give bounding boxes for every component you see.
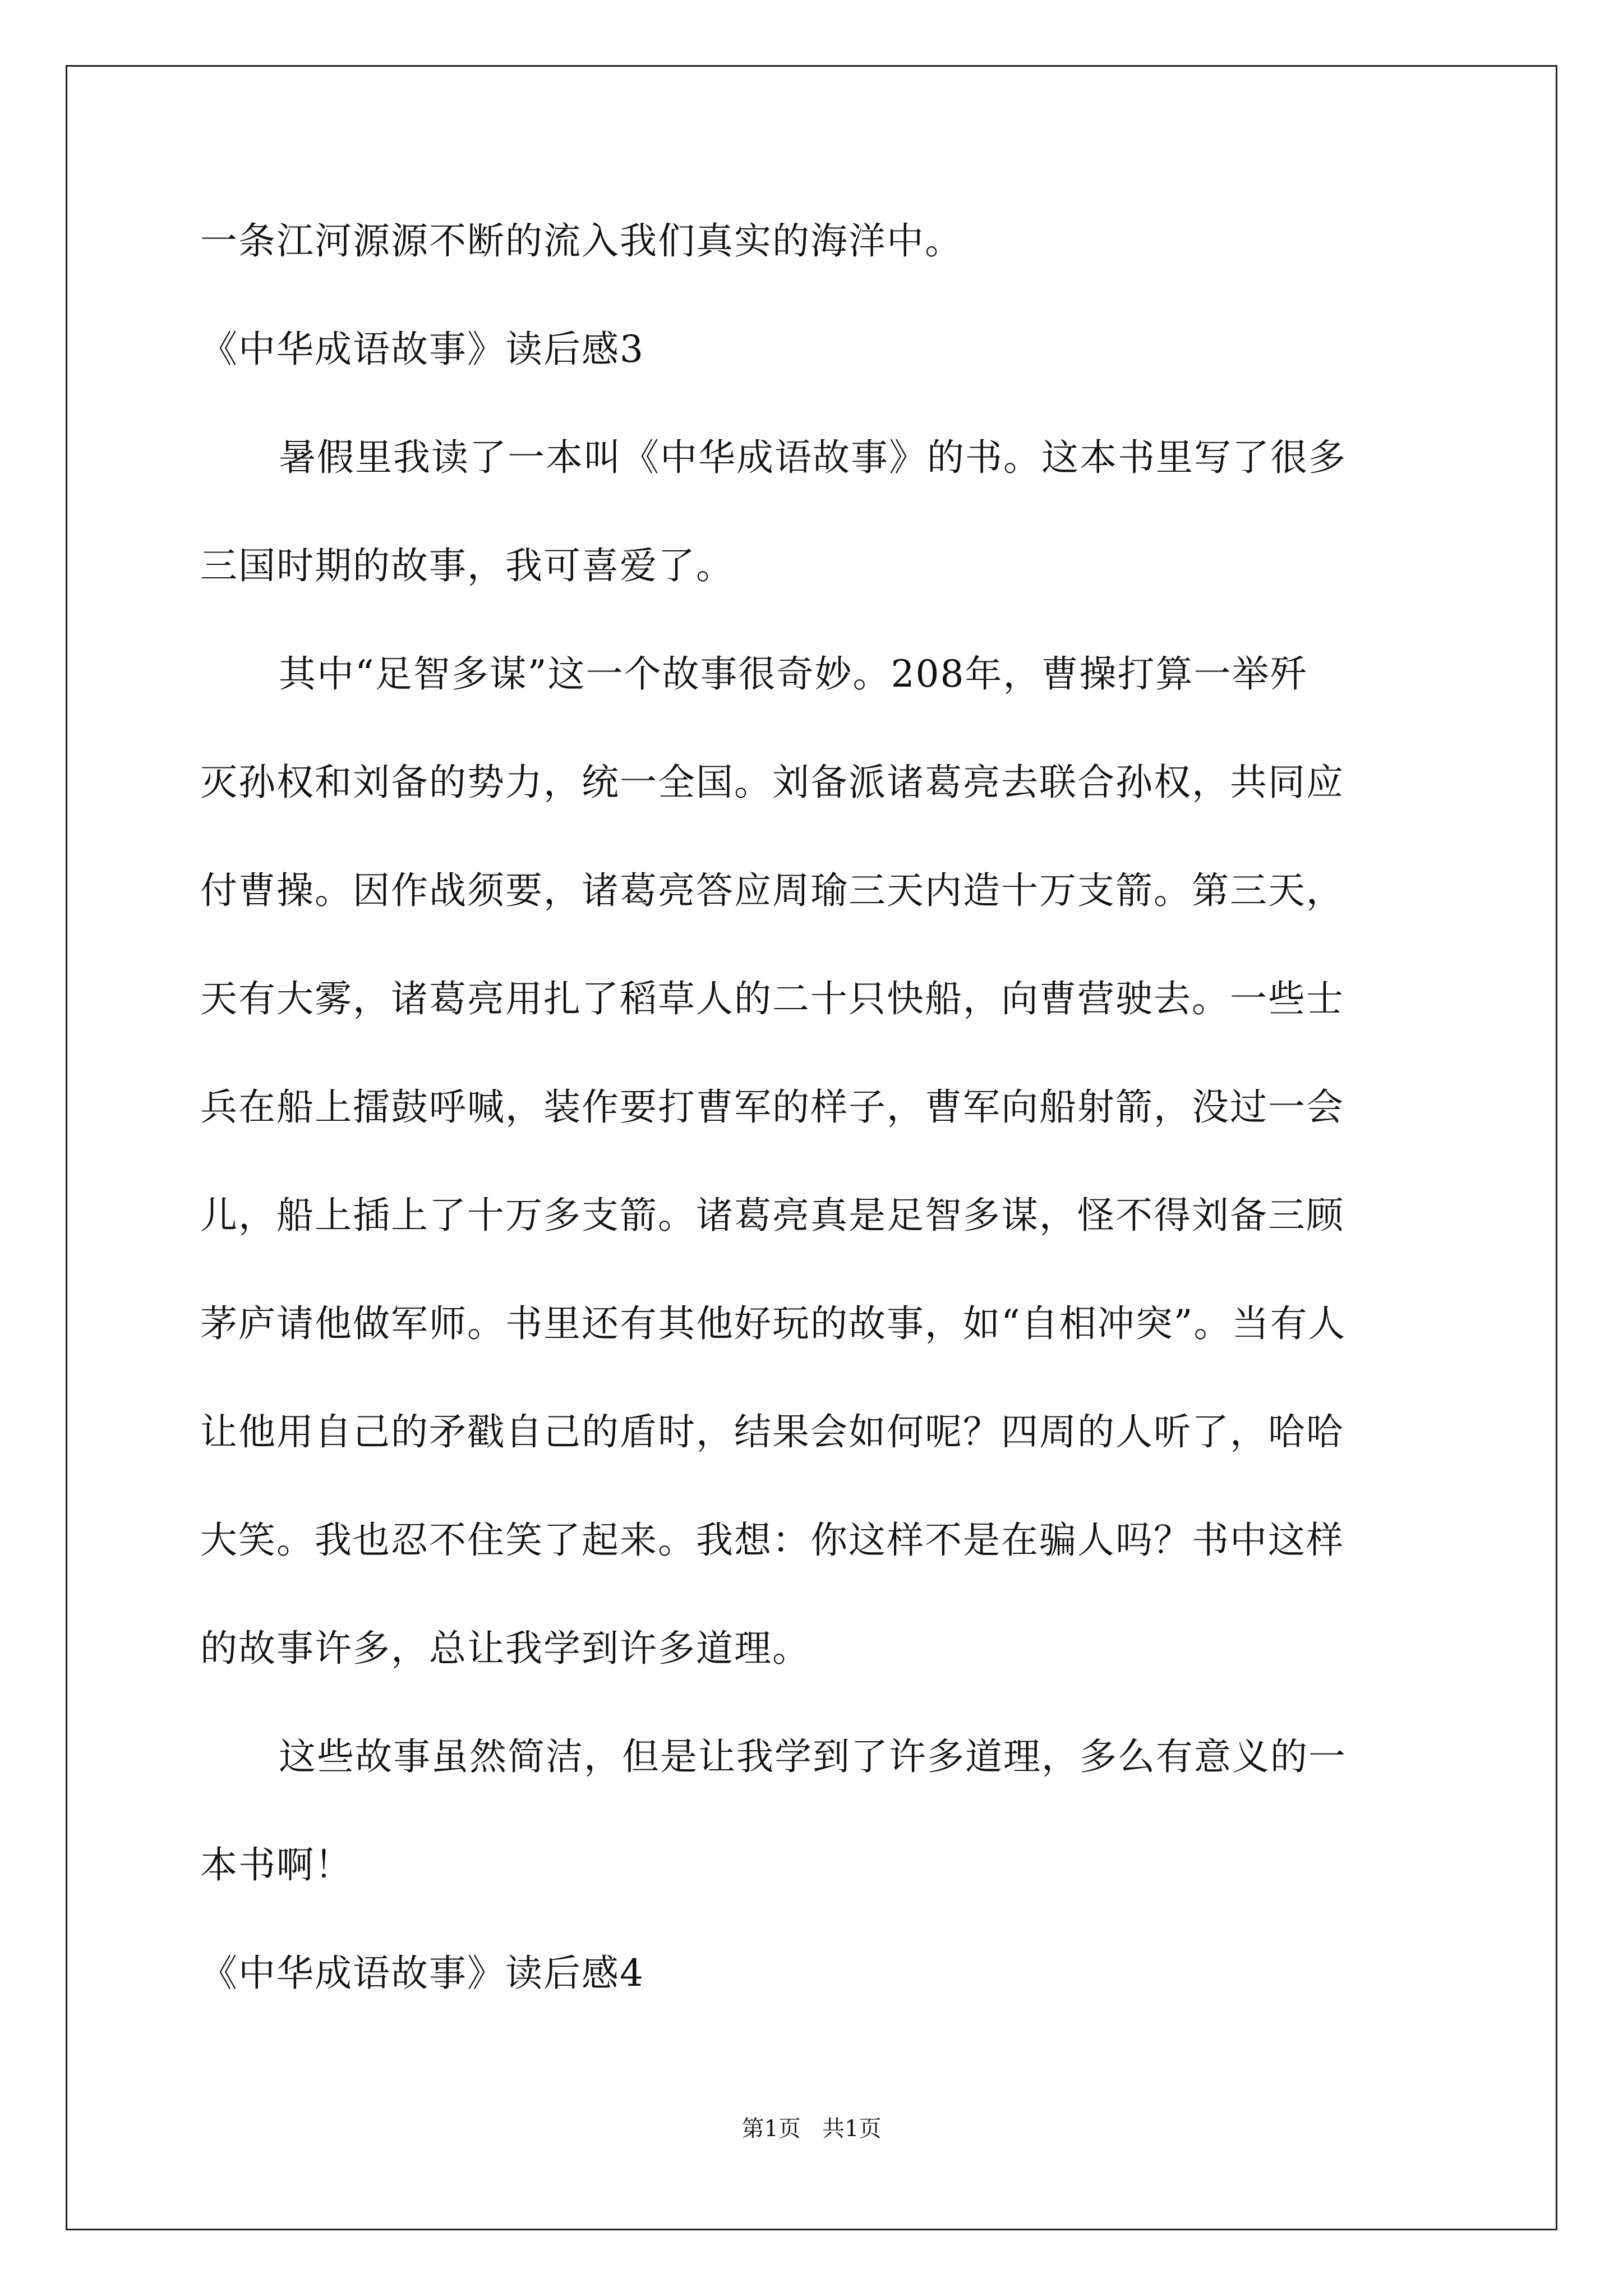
page-footer: 第1页 共1页 xyxy=(741,2116,882,2142)
paragraph-line: 其中“足智多谋”这一个故事很奇妙。208年，曹操打算一举歼 xyxy=(279,652,1308,696)
paragraph-line: 兵在船上擂鼓呼喊，装作要打曹军的样子，曹军向船射箭，没过一会 xyxy=(200,1085,1344,1129)
paragraph-line: 儿，船上插上了十万多支箭。诸葛亮真是足智多谋，怪不得刘备三顾 xyxy=(200,1194,1344,1237)
paragraph-line: 茅庐请他做军师。书里还有其他好玩的故事，如“自相冲突”。当有人 xyxy=(200,1302,1347,1345)
paragraph-line: 三国时期的故事，我可喜爱了。 xyxy=(200,544,734,587)
paragraph-line: 一条江河源源不断的流入我们真实的海洋中。 xyxy=(200,219,963,263)
paragraph-line: 天有大雾，诸葛亮用扎了稻草人的二十只快船，向曹营驶去。一些士 xyxy=(200,977,1344,1020)
paragraph-line: 灭孙权和刘备的势力，统一全国。刘备派诸葛亮去联合孙权，共同应 xyxy=(200,761,1344,804)
section-heading: 《中华成语故事》读后感3 xyxy=(200,328,644,371)
paragraph-line: 付曹操。因作战须要，诸葛亮答应周瑜三天内造十万支箭。第三天， xyxy=(200,869,1344,912)
paragraph-line: 暑假里我读了一本叫《中华成语故事》的书。这本书里写了很多 xyxy=(279,436,1347,479)
paragraph-line: 大笑。我也忍不住笑了起来。我想：你这样不是在骗人吗？书中这样 xyxy=(200,1519,1344,1562)
section-heading: 《中华成语故事》读后感4 xyxy=(200,1952,644,1995)
paragraph-line: 本书啊！ xyxy=(200,1843,353,1887)
page-border xyxy=(66,65,1557,2230)
paragraph-line: 让他用自己的矛戳自己的盾时，结果会如何呢？四周的人听了，哈哈 xyxy=(200,1410,1344,1453)
paragraph-line: 这些故事虽然简洁，但是让我学到了许多道理，多么有意义的一 xyxy=(279,1735,1347,1778)
paragraph-line: 的故事许多，总让我学到许多道理。 xyxy=(200,1627,810,1670)
